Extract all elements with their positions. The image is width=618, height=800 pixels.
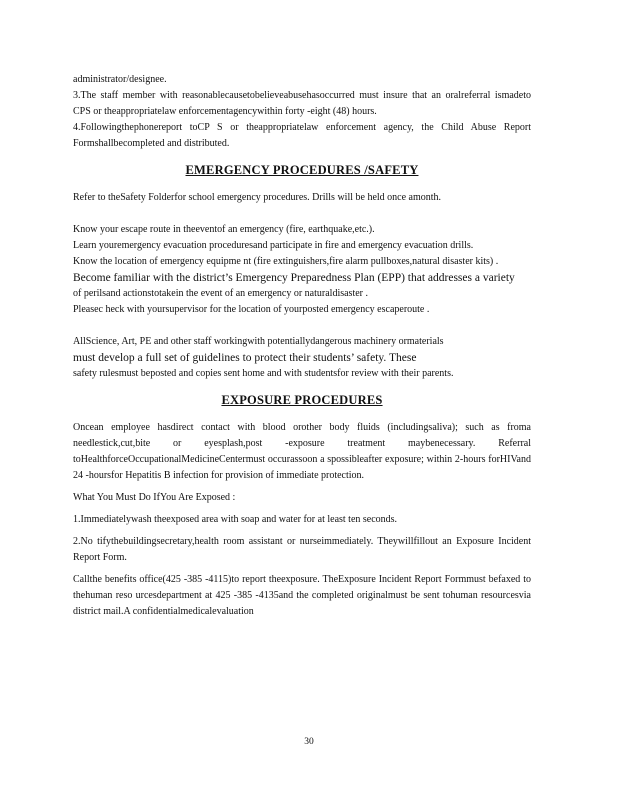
emergency-staff-guidelines: must develop a full set of guidelines to protect their students’ safety. These [73,352,417,364]
emergency-learn: Learn youremergency evacuation proceduresand participate in fire and emergency evacuation drills. [73,240,474,251]
emergency-know-location: Know the location of emergency equipme nt (fire extinguishers,fire alarm pullboxes,natural disaster kits) . [73,256,499,267]
emergency-heading: EMERGENCY PROCEDURES /SAFETY [185,163,419,177]
exposure-paragraph: Oncean employee hasdirect contact with blood orother body fluids (includingsaliva); such as froma needlestick,cut,bite or eyesplash,post -exposure treatment maybenecessary. Referral toHealthforceOccupationalMedicineCentermust occurassoon a spossibleafter exposure; within 2-hours forHIVand 24 -hoursfor Hepatitis B infection for provision of immediate protection. [73,422,531,481]
exposure-call-benefits: Callthe benefits office(425 -385 -4115)to report theexposure. TheExposure Incident Report Formmust befaxed to thehuman reso urcesdepartment at 425 -385 -4135and the completed originalmust be sent tohuman resourcesvia district mail.A confidentialmedicalevaluation [73,574,531,617]
emergency-staff-line: AllScience, Art, PE and other staff workingwith potentiallydangerous machinery ormaterials [73,336,444,347]
emergency-epp-line: Become familiar with the district’s Emergency Preparedness Plan (EPP) that addresses a variety [73,272,515,284]
emergency-epp-continued: of perilsand actionstotakein the event of an emergency or naturaldisaster . [73,288,368,299]
page-number: 30 [304,737,314,747]
exposure-what-to-do: What You Must Do IfYou Are Exposed : [73,492,236,503]
exposure-step-2: 2.No tifythebuildingsecretary,health room assistant or nurseimmediately. Theywillfillout an Exposure Incident Report Form. [73,536,531,563]
intro-paragraph-2: 3.The staff member with reasonablecausetobelieveabusehasoccurred must insure that an oralreferral ismadeto CPS or theappropriatelaw enforcementagencywithin forty -eight (48) hours. [73,90,531,117]
exposure-heading: EXPOSURE PROCEDURES [221,393,383,407]
emergency-refer: Refer to theSafety Folderfor school emergency procedures. Drills will be held once amonth. [73,192,442,203]
exposure-step-1: 1.Immediatelywash theexposed area with soap and water for at least ten seconds. [73,514,398,525]
page-content [73,72,531,620]
intro-paragraph-1: administrator/designee. [73,74,167,85]
emergency-know-route: Know your escape route in theeventof an emergency (fire, earthquake,etc.). [73,224,375,235]
emergency-check: Pleasec heck with yoursupervisor for the location of yourposted emergency escaperoute . [73,304,430,315]
emergency-staff-rules: safety rulesmust beposted and copies sent home and with studentsfor review with their parents. [73,368,454,379]
intro-paragraph-3: 4.Followingthephonereport toCP S or theappropriatelaw enforcement agency, the Child Abuse Report Formshallbecompleted and distributed. [73,122,531,149]
